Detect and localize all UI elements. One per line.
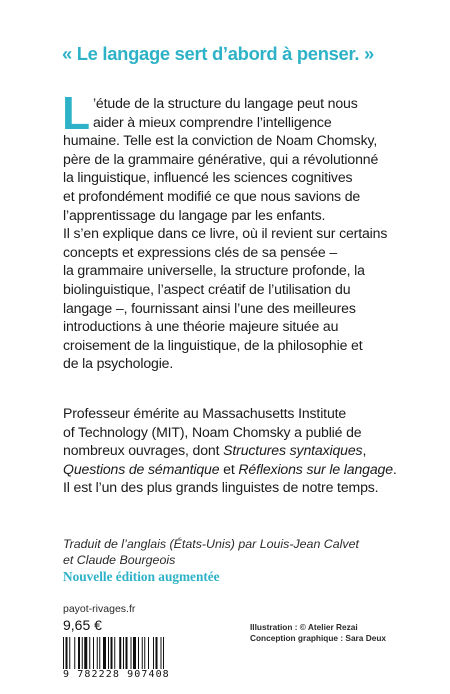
description-line: croisement de la linguistique, de la philosophie et (63, 336, 363, 353)
translation-line: Traduit de l’anglais (États-Unis) par Louis-Jean Calvet (63, 537, 359, 551)
description-line: de la psychologie. (63, 355, 174, 372)
description-line: ’étude de la structure du langage peut nous (92, 95, 358, 111)
description-line: la grammaire universelle, la structure profonde, la (63, 262, 365, 279)
bio-text: , (362, 442, 367, 459)
illustration-credit: Illustration : © Atelier Rezai (250, 622, 358, 632)
author-bio (63, 404, 408, 497)
translation-credit (63, 537, 359, 569)
bio-line (63, 460, 408, 479)
bio-line: of Technology (MIT), Noam Chomsky a publié de (63, 423, 362, 440)
bio-text: nombreux ouvrages, dont (63, 442, 224, 459)
description-line: introductions à une théorie majeure située au (63, 318, 339, 335)
description-line: la linguistique, influencé les sciences cognitives (63, 169, 353, 186)
edition-label: Nouvelle édition augmentée (63, 569, 220, 584)
bio-line: Il est l’un des plus grands linguistes de notre temps. (63, 479, 379, 496)
bio-line (63, 441, 408, 460)
publisher-website: payot-rivages.fr (63, 603, 136, 615)
description-line: humaine. Telle est la conviction de Noam Chomsky, (63, 132, 378, 149)
description-line: aider à mieux comprendre l’intelligence (92, 113, 332, 130)
book-description (62, 87, 401, 373)
bio-line: Professeur émérite au Massachusetts Institute (63, 405, 347, 421)
description-lines (63, 131, 401, 373)
description-line: Il s’en explique dans ce livre, où il revient sur certains (63, 225, 388, 242)
book-title: Réflexions sur le langage (238, 460, 393, 477)
drop-cap: L (62, 87, 90, 139)
description-line: biolinguistique, l’aspect créatif de l’utilisation du (63, 280, 351, 297)
bio-text: et (219, 460, 239, 477)
barcode-bars (63, 637, 193, 671)
bio-text: . (392, 460, 397, 477)
description-line: l’apprentissage du langage par les enfants. (63, 206, 326, 223)
description-line: père de la grammaire générative, qui a révolutionné (63, 150, 379, 167)
description-line: concepts et expressions clés de sa pensée – (63, 243, 338, 260)
back-cover-quote: « Le langage sert d’abord à penser. » (62, 43, 374, 64)
design-credit: Conception graphique : Sara Deux (250, 633, 386, 643)
translation-line: et Claude Bourgeois (63, 552, 176, 567)
design-credits (250, 622, 386, 644)
price: 9,65 € (63, 617, 102, 633)
book-title: Questions de sémantique (63, 460, 220, 477)
description-line: langage –, fournissant ainsi l’une des meilleures (63, 299, 356, 316)
description-line: et profondément modifié ce que nous savions de (63, 187, 361, 204)
isbn-number: 9 782228 907408 (63, 669, 170, 680)
book-title: Structures syntaxiques (223, 442, 363, 459)
